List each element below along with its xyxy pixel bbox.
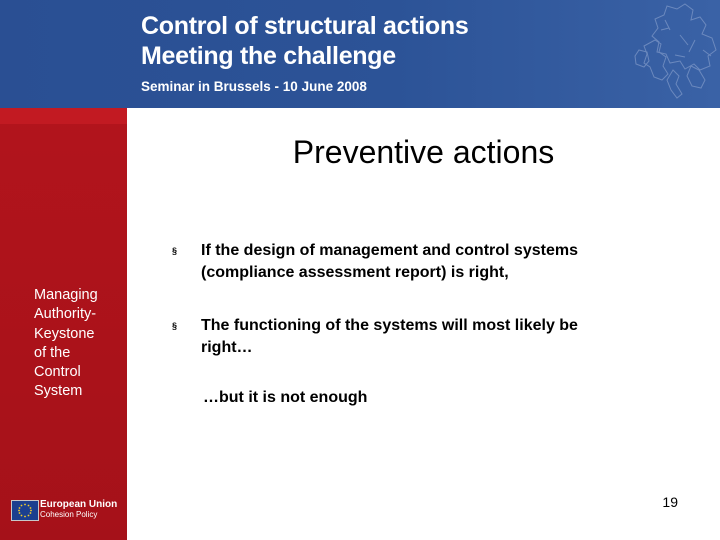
banner-title [141, 11, 468, 71]
bullet-item [172, 315, 632, 359]
page-number: 19 [662, 494, 678, 510]
bullet-text: If the design of management and control systems (compliance assessment report) is right, [201, 242, 578, 281]
closing-remark: …but it is not enough [203, 389, 368, 406]
bullet-marker: § [172, 321, 178, 331]
sidebar-label-line: Control [34, 364, 81, 381]
bullet-item [172, 240, 632, 284]
banner-title-line-2: Meeting the challenge [141, 42, 396, 70]
sidebar-label [34, 286, 124, 402]
bullet-marker: § [172, 246, 178, 256]
eu-logo-line-1: European Union [40, 499, 118, 510]
bullet-text: The functioning of the systems will most likely be right… [201, 317, 578, 356]
banner-subtitle: Seminar in Brussels - 10 June 2008 [141, 79, 367, 94]
sidebar-label-line: of the [34, 344, 71, 361]
slide-title: Preventive actions [292, 134, 555, 170]
sidebar-top-strip [0, 108, 127, 124]
sidebar-label-line: Keystone [34, 325, 95, 342]
eu-flag-icon [11, 500, 39, 521]
sidebar-label-line: Managing [34, 287, 98, 303]
header-banner [0, 0, 720, 108]
sidebar-label-line: System [34, 383, 83, 400]
sidebar-label-line: Authority- [34, 306, 97, 323]
europe-map-icon [625, 0, 720, 100]
banner-title-line-1: Control of structural actions [141, 12, 469, 40]
eu-logo-line-2: Cohesion Policy [40, 510, 98, 519]
eu-logo [11, 499, 117, 521]
